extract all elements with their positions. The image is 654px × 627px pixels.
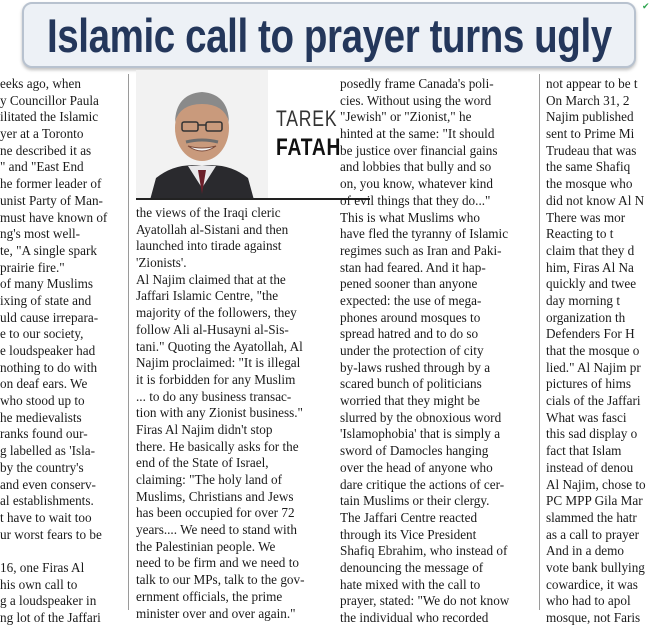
article-text-line: the views of the Iraqi cleric xyxy=(136,205,281,220)
article-text-line: tani." Quoting the Ayatollah, Al xyxy=(136,338,303,354)
article-text-line: 'Islamophobia' that is simply a xyxy=(340,426,501,442)
article-text-line: ernment officials, the prime xyxy=(136,588,283,604)
article-text-line: cowardice, it was xyxy=(546,576,638,592)
author-portrait-icon xyxy=(136,70,268,200)
article-text-line: ur worst fears to be xyxy=(0,526,102,542)
article-text-line: talk to our MPs, talk to the gov- xyxy=(136,572,305,588)
article-text-line: ne described it as xyxy=(0,142,92,158)
article-text-line: have fled the tyranny of Islamic xyxy=(340,226,509,242)
article-text-line: lied." Al Najim pr xyxy=(546,359,641,375)
article-text-line: Firas Al Najim didn't stop xyxy=(136,421,273,437)
article-text-line: ixing of state and xyxy=(0,292,92,308)
article-text-line: as a call to prayer xyxy=(546,526,639,542)
column-divider xyxy=(128,74,129,610)
article-text-line: years.... We need to stand with xyxy=(136,522,297,538)
article-text-line: e loudspeaker had xyxy=(0,343,96,358)
article-text-line: has been occupied for over 72 xyxy=(136,505,295,521)
article-text-line: regimes such as Iran and Paki- xyxy=(340,242,502,258)
article-text-line: ilitated the Islamic xyxy=(0,109,99,125)
article-text-line: did not know Al N xyxy=(546,192,645,208)
article-text-line: need to be firm and we need to xyxy=(136,555,299,571)
article-text-line: who had to apol xyxy=(546,593,631,609)
article-text-line: What was fasci xyxy=(546,409,627,425)
check-icon: ✔ xyxy=(642,2,650,12)
article-text-line: unist Party of Man- xyxy=(0,192,103,208)
article-text-line: who stood up to xyxy=(0,393,85,409)
article-text-line: prairie fire." xyxy=(0,259,65,275)
article-text-line: claim that they d xyxy=(546,242,635,258)
article-text-line: al establishments. xyxy=(0,493,94,509)
article-text-line: phones around mosques to xyxy=(340,309,481,325)
article-text-line: this sad display o xyxy=(546,426,638,442)
article-text-line: he former leader of xyxy=(0,176,102,192)
article-text-line: under the protection of city xyxy=(340,343,484,358)
article-text-line: PC MPP Gila Mar xyxy=(546,493,643,509)
article-text-line: ranks found our- xyxy=(0,426,88,442)
byline-block xyxy=(136,70,370,200)
article-text-line: cials of the Jaffari xyxy=(546,393,641,409)
article-text-line: by the country's xyxy=(0,459,84,475)
article-text-line: pened sooner than anyone xyxy=(340,276,478,292)
article-text-line: Reacting to t xyxy=(546,226,614,242)
article-text-line: there. He basically asks for the xyxy=(136,438,299,454)
article-text-line: spread hatred and to do so xyxy=(340,326,479,342)
article-text-line: stan had feared. And it hap- xyxy=(340,259,486,275)
article-text-line: day morning t xyxy=(546,292,620,308)
article-text-line: his own call to xyxy=(0,576,78,592)
article-text-line: launched into tirade against xyxy=(136,238,282,254)
article-text-line: through its Vice President xyxy=(340,526,477,542)
article-text-line: the mosque who xyxy=(546,176,633,192)
article-text-line: 16, one Firas Al xyxy=(0,559,85,575)
article-text-line: e to our society, xyxy=(0,326,84,342)
article-text-line: posedly frame Canada's poli- xyxy=(340,76,494,91)
article-text-line: prayer, stated: "We do not know xyxy=(340,593,510,609)
article-text-line: hate mixed with the call to xyxy=(340,576,481,592)
article-text-line: On March 31, 2 xyxy=(546,92,630,108)
author-last-name: FATAH xyxy=(276,134,342,161)
article-text-line: dare critique the actions of cer- xyxy=(340,476,505,492)
article-text-line: Defenders For H xyxy=(546,326,635,342)
article-text-line xyxy=(0,543,120,560)
article-text-line: sent to Prime Mi xyxy=(546,126,635,142)
article-text-line: claiming: "The holy land of xyxy=(136,472,283,487)
article-text-line: Trudeau that was xyxy=(546,142,637,158)
article-text-line: of evil things that they do..." xyxy=(340,192,491,208)
article-text-line: tion with any Zionist business." xyxy=(136,405,303,421)
article-text-line: "Jewish" or "Zionist," he xyxy=(340,109,472,125)
author-first-name: TAREK xyxy=(276,106,338,131)
article-text-line: Muslims, Christians and Jews xyxy=(136,488,294,504)
article-text-line: The Jaffari Centre reacted xyxy=(340,509,478,525)
article-text-line: cies. Without using the word xyxy=(340,92,492,108)
article-text-line: " and "East End xyxy=(0,159,84,175)
article-text-line: Shafiq Ebrahim, who instead of xyxy=(340,543,508,559)
article-text-line: not appear to be t xyxy=(546,76,638,91)
article-text-line: te, "A single spark xyxy=(0,242,97,258)
article-text-line: slurred by the obnoxious word xyxy=(340,409,502,425)
article-text-line: he medievalists xyxy=(0,409,82,425)
article-text-line: slammed the hatr xyxy=(546,509,637,525)
article-text-line: vote bank bullying xyxy=(546,559,645,575)
article-text-line: the same Shafiq xyxy=(546,159,631,175)
headline: Islamic call to prayer turns ugly xyxy=(46,8,612,62)
article-text-line: There was mor xyxy=(546,209,626,225)
article-text-line: pictures of hims xyxy=(546,376,631,392)
article-text-line: fact that Islam xyxy=(546,443,622,459)
article-text-line: g a loudspeaker in xyxy=(0,593,97,609)
article-column-2 xyxy=(136,205,322,622)
column-divider xyxy=(539,74,540,610)
article-text-line: end of the State of Israel, xyxy=(136,455,269,471)
article-text-line: ... to do any business transac- xyxy=(136,388,292,404)
article-column-4 xyxy=(546,76,654,627)
article-text-line: yer at a Toronto xyxy=(0,126,84,142)
article-text-line: Najim proclaimed: "It is illegal xyxy=(136,355,301,371)
article-text-line: and lobbies that bully and so xyxy=(340,159,492,175)
article-text-line: Jaffari Islamic Centre, "the xyxy=(136,288,279,304)
article-column-1 xyxy=(0,76,120,627)
article-text-line: on deaf ears. We xyxy=(0,376,88,392)
author-photo xyxy=(136,70,268,200)
article-text-line: tain Muslims or their clergy. xyxy=(340,493,490,509)
article-text-line: denouncing the message of xyxy=(340,559,484,575)
article-text-line: nothing to do with xyxy=(0,359,98,375)
article-text-line: y Councillor Paula xyxy=(0,92,99,108)
article-text-line: instead of denou xyxy=(546,459,634,475)
article-text-line: on, you know, whatever kind xyxy=(340,176,493,192)
article-text-line: organization th xyxy=(546,309,626,325)
article-text-line: ng lot of the Jaffari xyxy=(0,610,101,625)
article-text-line: 'Zionists'. xyxy=(136,255,187,271)
article-column-3 xyxy=(340,76,530,627)
article-text-line: him, Firas Al Na xyxy=(546,259,634,275)
article-text-line: minister over and over again." xyxy=(136,605,296,621)
article-text-line: expected: the use of mega- xyxy=(340,292,482,308)
article-text-line: follow Ali al-Husayni al-Sis- xyxy=(136,321,289,337)
article-text-line: t have to wait too xyxy=(0,509,92,525)
article-text-line: by-laws rushed through by a xyxy=(340,359,491,375)
article-text-line: quickly and twee xyxy=(546,276,637,292)
headline-banner xyxy=(22,2,636,68)
article-text-line: the Palestinian people. We xyxy=(136,538,276,554)
article-text-line: And in a demo xyxy=(546,543,625,559)
article-text-line: it is forbidden for any Muslim xyxy=(136,371,296,387)
article-text-line: that the mosque o xyxy=(546,343,640,358)
byline-rule xyxy=(136,198,370,200)
article-text-line: hinted at the same: "It should xyxy=(340,126,495,142)
article-text-line: must have known of xyxy=(0,209,108,225)
article-text-line: uld cause irrepara- xyxy=(0,309,99,325)
article-text-line: This is what Muslims who xyxy=(340,209,480,225)
article-text-line: majority of the followers, they xyxy=(136,305,297,321)
article-text-line: be justice over financial gains xyxy=(340,142,498,158)
article-text-line: Ayatollah al-Sistani and then xyxy=(136,221,289,237)
article-text-line: Al Najim, chose to xyxy=(546,476,646,492)
article-text-line: eeks ago, when xyxy=(0,76,81,91)
article-text-line: over the head of anyone who xyxy=(340,459,493,475)
article-text-line: of many Muslims xyxy=(0,276,94,292)
article-text-line: worried that they might be xyxy=(340,393,480,409)
article-text-line: g labelled as 'Isla- xyxy=(0,443,96,459)
article-text-line: ng's most well- xyxy=(0,226,81,242)
article-text-line: scared bunch of politicians xyxy=(340,376,482,392)
article-text-line: the individual who recorded xyxy=(340,610,489,625)
article-text-line: and even conserv- xyxy=(0,476,96,492)
article-text-line: mosque, not Faris xyxy=(546,610,641,625)
article-text-line: Al Najim claimed that at the xyxy=(136,271,286,287)
article-text-line: sword of Damocles hanging xyxy=(340,443,489,459)
article-text-line: Najim published xyxy=(546,109,634,125)
